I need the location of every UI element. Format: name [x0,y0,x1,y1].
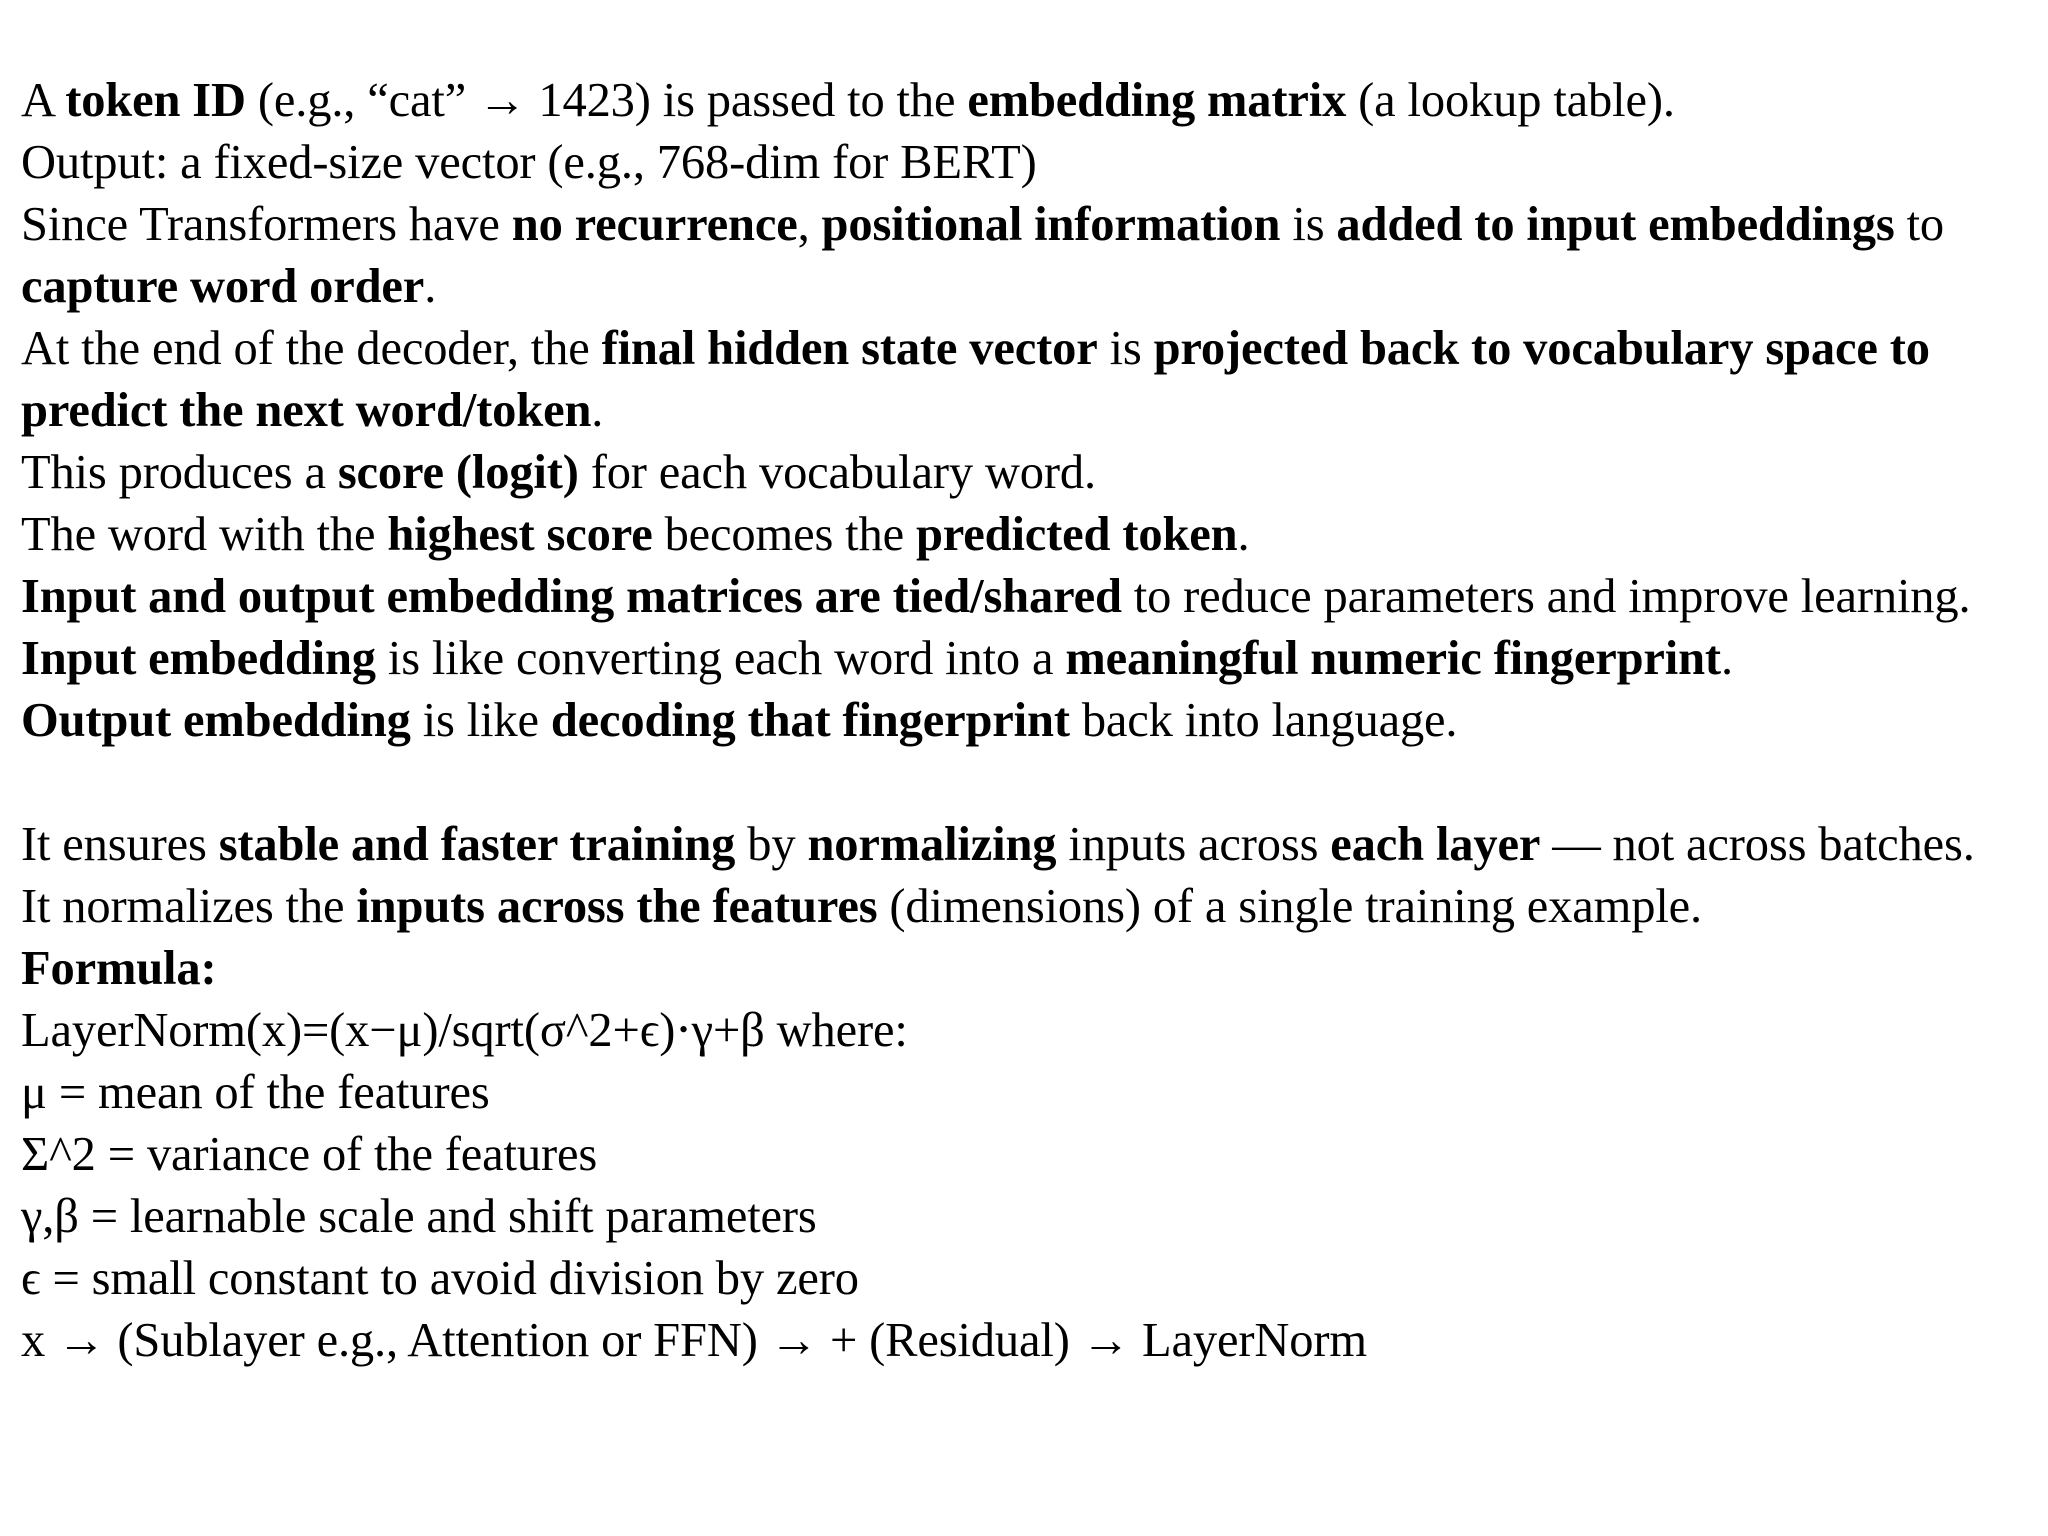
paragraph [21,1000,2031,1062]
text-run: γ,β = learnable scale and shift parameters [21,1190,817,1243]
text-run: Since Transformers have [21,198,512,251]
paragraph [21,814,2031,876]
text-run: This produces a [21,446,338,499]
bold-text-run: embedding matrix [967,74,1347,127]
paragraph [21,318,2031,442]
bold-text-run: score (logit) [337,446,579,499]
text-run: The word with the [21,508,388,561]
text-run: LayerNorm(x)=(x−μ)/sqrt(σ^2+ϵ)⋅γ+β where: [21,1004,908,1057]
text-run: (dimensions) of a single training example. [877,880,1703,933]
paragraph [21,1248,2031,1310]
text-run: is [1097,322,1154,375]
document-body [21,70,2031,1372]
text-run: At the end of the decoder, the [21,322,602,375]
text-run: It ensures [21,818,219,871]
text-run: Σ^2 = variance of the features [21,1128,598,1181]
paragraph [21,194,2031,318]
bold-text-run: positional information [821,198,1281,251]
paragraph [21,628,2031,690]
text-run: . [424,260,437,313]
text-run: . [1720,632,1733,685]
text-run: back into language. [1069,694,1458,747]
bold-text-run: Formula: [21,942,217,995]
text-run: becomes the [652,508,916,561]
bold-text-run: Output embedding [21,694,411,747]
bold-text-run: highest score [387,508,653,561]
text-run: is like [410,694,551,747]
paragraph [21,132,2031,194]
paragraph [21,1062,2031,1124]
layernorm-section [21,814,2031,1372]
bold-text-run: added to input embeddings [1336,198,1895,251]
paragraph [21,876,2031,938]
text-run: inputs across [1056,818,1331,871]
text-run: (e.g., “cat” → 1423) is passed to the [245,74,968,127]
text-run: μ = mean of the features [21,1066,490,1119]
bold-text-run: decoding that fingerprint [550,694,1070,747]
text-run: to [1894,198,1945,251]
text-run: , [797,198,822,251]
bold-text-run: stable and faster training [218,818,736,871]
text-run: ϵ = small constant to avoid division by zero [21,1252,859,1305]
paragraph [21,938,2031,1000]
bold-text-run: no recurrence [511,198,798,251]
text-run: Output: a fixed-size vector (e.g., 768-dim for BERT) [21,136,1037,189]
text-run: . [1237,508,1250,561]
text-run: — not across batches. [1540,818,1975,871]
embeddings-section [21,70,2031,752]
bold-text-run: predicted token [915,508,1238,561]
text-run: for each vocabulary word. [578,446,1096,499]
bold-text-run: Input embedding [21,632,376,685]
paragraph [21,1186,2031,1248]
text-run: x → (Sublayer e.g., Attention or FFN) → + (Residual) → LayerNorm [21,1314,1367,1367]
bold-text-run: each layer [1330,818,1541,871]
text-run: . [591,384,604,437]
bold-text-run: token ID [65,74,246,127]
text-run: by [735,818,808,871]
paragraph [21,1310,2031,1372]
text-run: A [21,74,66,127]
bold-text-run: final hidden state vector [601,322,1098,375]
paragraph [21,690,2031,752]
paragraph [21,1124,2031,1186]
paragraph [21,442,2031,504]
bold-text-run: normalizing [807,818,1057,871]
bold-text-run: projected back to vocabulary space to predict the next word/token [21,322,1930,437]
bold-text-run: inputs across the features [356,880,878,933]
text-run: It normalizes the [21,880,357,933]
bold-text-run: capture word order [21,260,425,313]
bold-text-run: meaningful numeric fingerprint [1065,632,1721,685]
paragraph [21,566,2031,628]
bold-text-run: Input and output embedding matrices are tied/shared [21,570,1122,623]
text-run: to reduce parameters and improve learning. [1121,570,1971,623]
text-run: is like converting each word into a [375,632,1066,685]
text-run: is [1280,198,1337,251]
paragraph [21,70,2031,132]
section-gap [21,752,2031,814]
text-run: (a lookup table). [1346,74,1675,127]
paragraph [21,504,2031,566]
